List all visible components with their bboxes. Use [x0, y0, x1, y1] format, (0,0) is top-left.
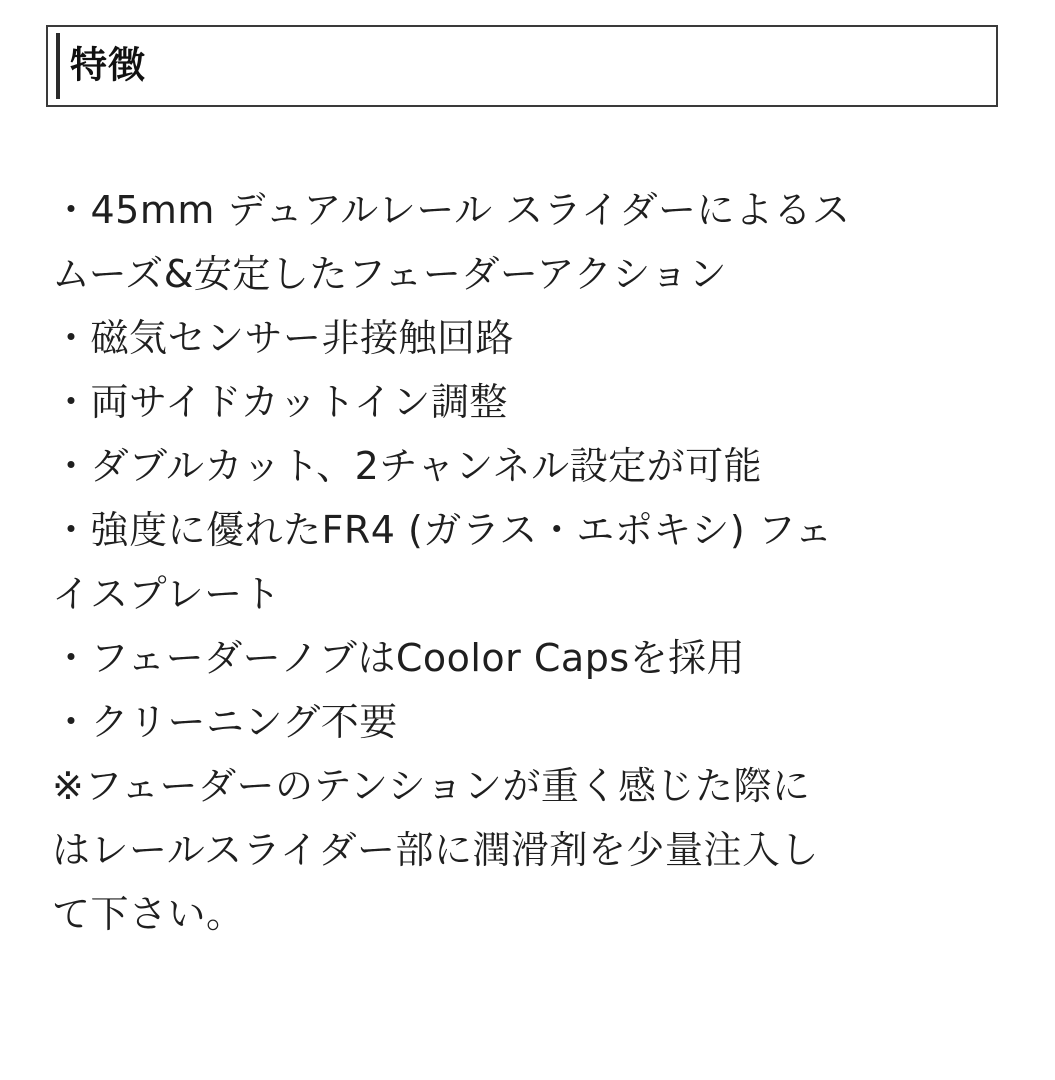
- list-item: ・45mm デュアルレール スライダーによるス: [52, 188, 851, 232]
- list-item: ムーズ&安定したフェーダーアクション: [52, 252, 728, 296]
- note-line: ※フェーダーのテンションが重く感じた際に: [52, 764, 811, 808]
- list-item: ・クリーニング不要: [52, 700, 398, 744]
- list-item: ・フェーダーノブはCoolor Capsを採用: [52, 636, 746, 680]
- list-item: ・両サイドカットイン調整: [52, 380, 508, 424]
- section-heading-box: [46, 25, 998, 107]
- page-title: 特徴: [70, 43, 146, 87]
- feature-list: [52, 178, 1012, 946]
- note-line: はレールスライダー部に潤滑剤を少量注入し: [52, 828, 819, 872]
- list-item: ・強度に優れたFR4 (ガラス・エポキシ) フェ: [52, 508, 833, 552]
- list-item: ・ダブルカット、2チャンネル設定が可能: [52, 444, 763, 488]
- heading-accent-rule: [56, 33, 60, 99]
- list-item: イスプレート: [52, 572, 282, 616]
- list-item: ・磁気センサー非接触回路: [52, 316, 515, 360]
- note-line: て下さい。: [52, 892, 245, 936]
